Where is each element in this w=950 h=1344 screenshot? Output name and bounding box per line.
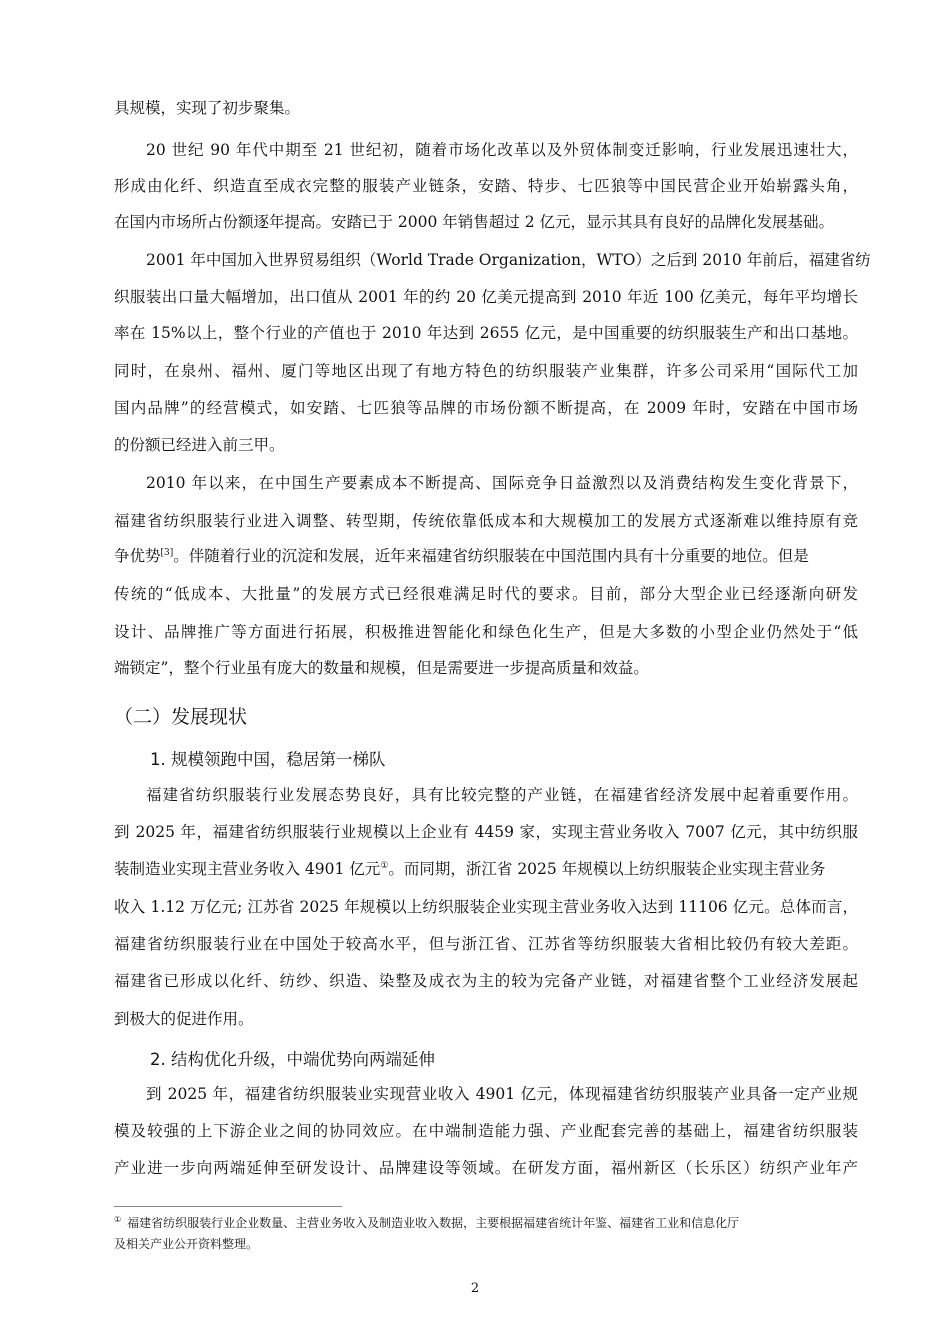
paragraph-line: 到 2025 年，福建省纺织服装行业规模以上企业有 4459 家，实现主营业务收入 7007 亿元，其中纺织服 [114, 823, 858, 841]
paragraph-line: 20 世纪 90 年代中期至 21 世纪初，随着市场化改革以及外贸体制变迁影响，行业发展迅速壮大， [146, 141, 858, 159]
section-heading: （二）发展现状 [114, 706, 248, 728]
paragraph-line: 到极大的促进作用。 [114, 1010, 254, 1028]
subsection-heading: 2. 结构优化升级，中端优势向两端延伸 [150, 1050, 435, 1069]
paragraph-line: 设计、品牌推广等方面进行拓展，积极推进智能化和绿色化生产，但是大多数的小型企业仍然处于“低 [114, 623, 858, 641]
footnote-text: 福建省纺织服装行业企业数量、主营业务收入及制造业收入数据，主要根据福建省统计年鉴、福建省工业和信息化厅 [127, 1216, 740, 1230]
paragraph-line: 福建省纺织服装行业在中国处于较高水平，但与浙江省、江苏省等纺织服装大省相比较仍有较大差距。 [114, 935, 858, 953]
paragraph-line: 端锁定”，整个行业虽有庞大的数量和规模，但是需要进一步提高质量和效益。 [114, 659, 649, 677]
text-segment: 争优势 [114, 547, 161, 565]
citation-ref[interactable]: [3] [160, 547, 174, 558]
text-segment: 装制造业实现主营业务收入 4901 亿元 [114, 860, 381, 878]
page-number: 2 [470, 1281, 480, 1296]
paragraph-line: 到 2025 年，福建省纺织服装业实现营业收入 4901 亿元，体现福建省纺织服装产业具备一定产业规 [146, 1085, 858, 1103]
paragraph-line: 产业进一步向两端延伸至研发设计、品牌建设等领域。在研发方面，福州新区（长乐区）纺织产业年产 [114, 1159, 858, 1177]
paragraph-line: 福建省纺织服装行业发展态势良好，具有比较完整的产业链，在福建省经济发展中起着重要作用。 [146, 786, 858, 804]
paragraph-line: 率在 15%以上，整个行业的产值也于 2010 年达到 2655 亿元，是中国重要的纺织服装生产和出口基地。 [114, 324, 858, 342]
paragraph-line: 收入 1.12 万亿元; 江苏省 2025 年规模以上纺织服装企业实现主营业务收入达到 11106 亿元。总体而言， [114, 898, 858, 916]
paragraph-line: 形成由化纤、织造直至成衣完整的服装产业链条，安踏、特步、七匹狼等中国民营企业开始崭露头角， [114, 177, 858, 195]
text-segment: 。伴随着行业的沉淀和发展，近年来福建省纺织服装在中国范围内具有十分重要的地位。但是 [173, 547, 809, 565]
paragraph-line: 国内品牌”的经营模式，如安踏、七匹狼等品牌的市场份额不断提高，在 2009 年时，安踏在中国市场 [114, 399, 858, 417]
paragraph-line: 福建省已形成以化纤、纺纱、织造、染整及成衣为主的较为完备产业链，对福建省整个工业经济发展起 [114, 972, 858, 990]
paragraph-line: 2010 年以来，在中国生产要素成本不断提高、国际竞争日益激烈以及消费结构发生变化背景下， [146, 474, 858, 492]
paragraph-line: 传统的“低成本、大批量”的发展方式已经很难满足时代的要求。目前，部分大型企业已经逐渐向研发 [114, 585, 858, 603]
paragraph-line [114, 546, 809, 566]
footnote-line [114, 1215, 739, 1231]
paragraph-line: 同时，在泉州、福州、厦门等地区出现了有地方特色的纺织服装产业集群，许多公司采用“国际代工加 [114, 362, 858, 380]
paragraph-line: 具规模，实现了初步聚集。 [114, 99, 301, 117]
paragraph-line: 的份额已经进入前三甲。 [114, 436, 285, 454]
paragraph-line [114, 859, 825, 879]
paragraph-line: 在国内市场所占份额逐年提高。安踏已于 2000 年销售超过 2 亿元，显示其具有良好的品牌化发展基础。 [114, 213, 835, 231]
paragraph-line: 2001 年中国加入世界贸易组织（World Trade Organization，WTO）之后到 2010 年前后，福建省纺 [146, 251, 871, 269]
text-segment: 。而同期，浙江省 2025 年规模以上纺织服装企业实现主营业务 [388, 860, 826, 878]
paragraph-line: 模及较强的上下游企业之间的协同效应。在中端制造能力强、产业配套完善的基础上，福建省纺织服装 [114, 1122, 858, 1140]
paragraph-line: 福建省纺织服装行业进入调整、转型期，传统依靠低成本和大规模加工的发展方式逐渐难以维持原有竞 [114, 512, 858, 530]
footnote-line: 及相关产业公开资料整理。 [114, 1237, 259, 1251]
subsection-heading: 1. 规模领跑中国，稳居第一梯队 [150, 750, 386, 769]
footnote-ref[interactable]: ① [380, 860, 389, 871]
footnote-divider [114, 1206, 342, 1207]
paragraph-line: 织服装出口量大幅增加，出口值从 2001 年的约 20 亿美元提高到 2010 年近 100 亿美元，每年平均增长 [114, 288, 858, 306]
footnote-mark: ① [114, 1215, 122, 1224]
